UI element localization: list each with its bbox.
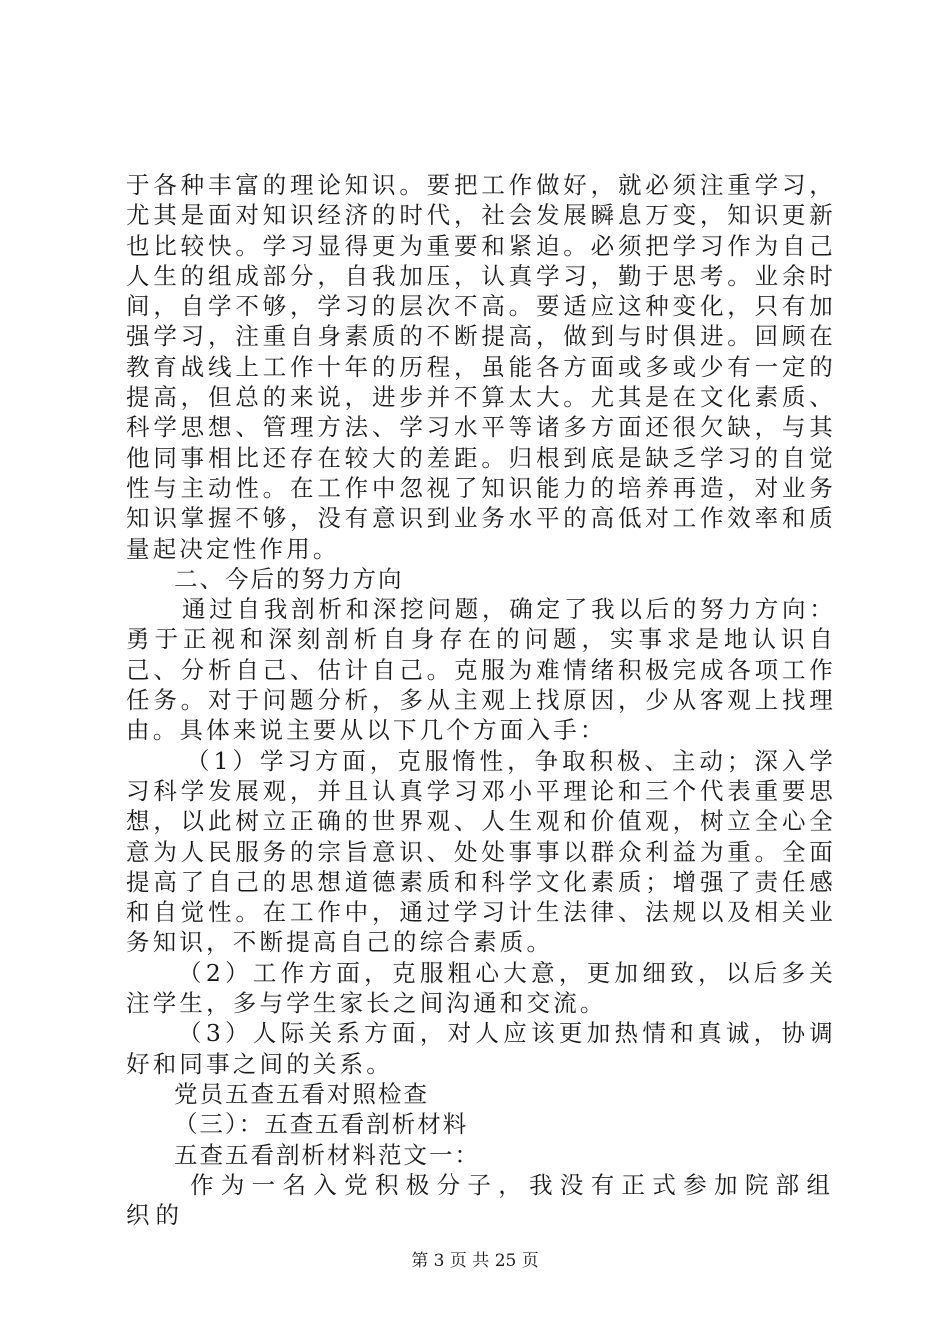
paragraph-item-relationships: （3）人际关系方面，对人应该更加热情和真诚，协调好和同事之间的关系。 [126,1019,836,1078]
paragraph-self-analysis: 通过自我剖析和深挖问题，确定了我以后的努力方向：勇于正视和深刻剖析自身存在的问题，实事求是地认识自己、分析自己、估计自己。克服为难情绪积极完成各项工作任务。对于问题分析，多从主观上找原因，少从客观上找理由。具体来说主要从以下几个方面入手： [126,595,836,745]
paragraph-item-study: （1）学习方面，克服惰性，争取积极、主动；深入学习科学发展观，并且认真学习邓小平理论和三个代表重要思想，以此树立正确的世界观、人生观和价值观，树立全心全意为人民服务的宗旨意识、处处事事以群众利益为重。全面提高了自己的思想道德素质和科学文化素质；增强了责任感和自觉性。在工作中，通过学习计生法律、法规以及相关业务知识，不断提高自己的综合素质。 [126,746,836,957]
paragraph-item-work: （2）工作方面，克服粗心大意，更加细致，以后多关注学生，多与学生家长之间沟通和交流。 [126,958,836,1018]
paragraph-activist-intro: 作为一名入党积极分子，我没有正式参加院部组织的 [126,1170,836,1230]
section-heading-future-direction: 二、今后的努力方向 [174,564,404,593]
page-number-footer: 第 3 页 共 25 页 [411,1251,539,1271]
document-body [126,170,836,1230]
heading-analysis-material: （三）：五查五看剖析材料 [174,1110,469,1139]
paragraph-study-importance: 于各种丰富的理论知识。要把工作做好，就必须注重学习，尤其是面对知识经济的时代，社会发展瞬息万变，知识更新也比较快。学习显得更为重要和紧迫。必须把学习作为自己人生的组成部分，自我加压，认真学习，勤于思考。业余时间，自学不够，学习的层次不高。要适应这种变化，只有加强学习，注重自身素质的不断提高，做到与时俱进。回顾在教育战线上工作十年的历程，虽能各方面或多或少有一定的提高，但总的来说，进步并不算太大。尤其是在文化素质、科学思想、管理方法、学习水平等诸多方面还很欠缺，与其他同事相比还存在较大的差距。归根到底是缺乏学习的自觉性与主动性。在工作中忽视了知识能力的培养再造，对业务知识掌握不够，没有意识到业务水平的高低对工作效率和质量起决定性作用。 [126,171,836,563]
heading-party-member-check: 党员五查五看对照检查 [174,1079,429,1108]
heading-sample-one: 五查五看剖析材料范文一： [174,1140,480,1169]
